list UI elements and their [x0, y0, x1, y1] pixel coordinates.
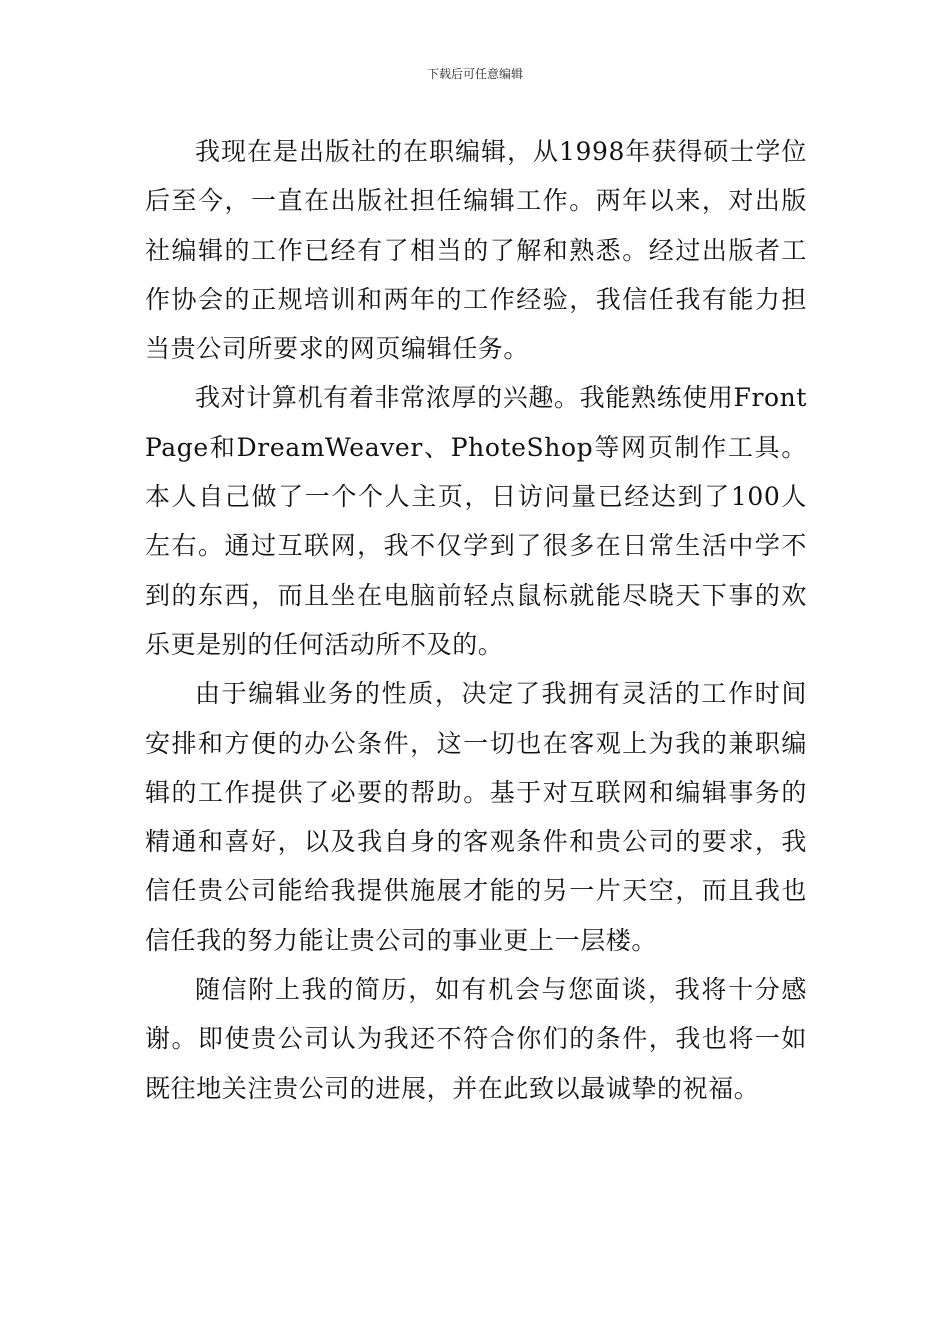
paragraph-3: 由于编辑业务的性质，决定了我拥有灵活的工作时间安排和方便的办公条件，这一切也在客观上为我的兼职编辑的工作提供了必要的帮助。基于对互联网和编辑事务的精通和喜好，以及我自身的客观条件和贵公司的要求，我信任贵公司能给我提供施展才能的另一片天空，而且我也信任我的努力能让贵公司的事业更上一层楼。: [145, 679, 807, 955]
paragraph-1: 我现在是出版社的在职编辑，从1998年获得硕士学位后至今，一直在出版社担任编辑工作。两年以来，对出版社编辑的工作已经有了相当的了解和熟悉。经过出版者工作协会的正规培训和两年的工作经验，我信任我有能力担当贵公司所要求的网页编辑任务。: [145, 137, 807, 364]
paragraph-2: 我对计算机有着非常浓厚的兴趣。我能熟练使用FrontPage和DreamWeaver、PhoteShop等网页制作工具。本人自己做了一个个人主页，日访问量已经达到了100人左右。通过互联网，我不仅学到了很多在日常生活中学不到的东西，而且坐在电脑前轻点鼠标就能尽晓天下事的欢乐更是别的任何活动所不及的。: [145, 383, 807, 659]
paragraph-4: 随信附上我的简历，如有机会与您面谈，我将十分感谢。即使贵公司认为我还不符合你们的条件，我也将一如既往地关注贵公司的进展，并在此致以最诚挚的祝福。: [145, 975, 807, 1103]
letter-body: [145, 127, 807, 1113]
page-header: 下载后可任意编辑: [426, 67, 523, 81]
